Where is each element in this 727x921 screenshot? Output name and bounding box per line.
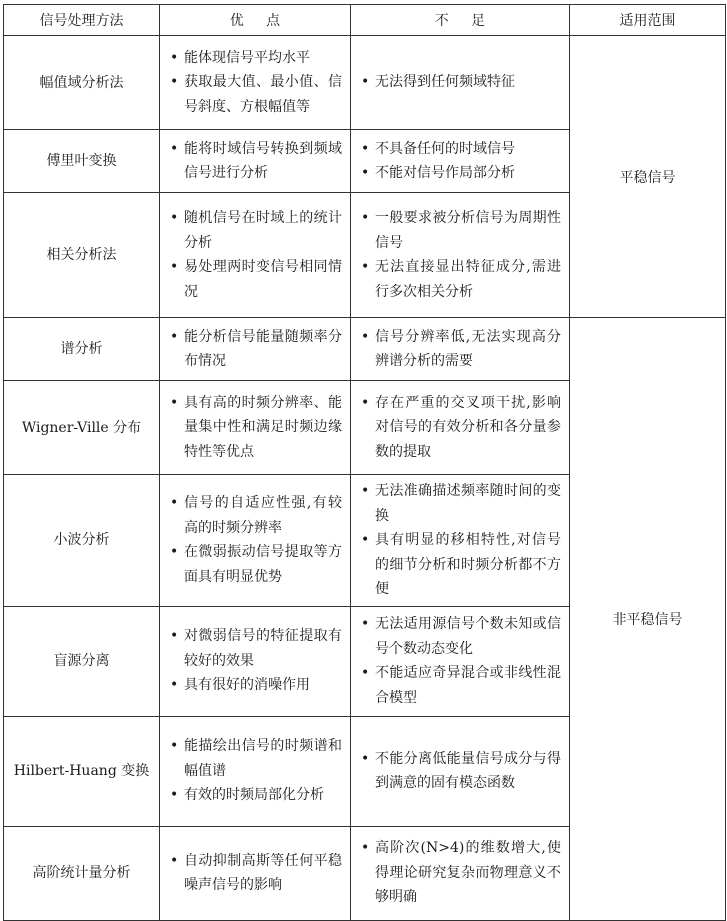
pros-cell bbox=[160, 130, 351, 193]
method-cell: 小波分析 bbox=[4, 475, 160, 607]
cons-item: • 无法直接显出特征成分,需进行多次相关分析 bbox=[361, 255, 561, 304]
pros-item: • 能描绘出信号的时频谱和幅值谱 bbox=[170, 734, 342, 783]
table-row bbox=[4, 318, 726, 381]
header-scope: 适用范围 bbox=[570, 5, 726, 36]
cons-cell bbox=[351, 381, 570, 475]
cons-cell bbox=[351, 130, 570, 193]
comparison-table bbox=[3, 4, 726, 921]
pros-cell bbox=[160, 606, 351, 716]
pros-cell bbox=[160, 318, 351, 381]
header-method: 信号处理方法 bbox=[4, 5, 160, 36]
cons-item: • 无法适用源信号个数未知或信号个数动态变化 bbox=[361, 612, 561, 661]
pros-item: • 能体现信号平均水平 bbox=[170, 46, 342, 71]
cons-item: • 存在严重的交叉项干扰,影响对信号的有效分析和各分量参数的提取 bbox=[361, 391, 561, 465]
cons-item: • 不能适应奇异混合或非线性混合模型 bbox=[361, 661, 561, 710]
cons-cell bbox=[351, 193, 570, 318]
header-pros: 优点 bbox=[160, 5, 351, 36]
pros-item: • 随机信号在时域上的统计分析 bbox=[170, 206, 342, 255]
method-cell: 傅里叶变换 bbox=[4, 130, 160, 193]
pros-cell bbox=[160, 475, 351, 607]
method-cell: 相关分析法 bbox=[4, 193, 160, 318]
cons-item: • 一般要求被分析信号为周期性信号 bbox=[361, 206, 561, 255]
method-cell: 盲源分离 bbox=[4, 606, 160, 716]
method-cell: 高阶统计量分析 bbox=[4, 826, 160, 920]
cons-cell bbox=[351, 475, 570, 607]
cons-cell bbox=[351, 826, 570, 920]
pros-item: • 具有很好的消噪作用 bbox=[170, 673, 342, 698]
pros-cell bbox=[160, 826, 351, 920]
pros-item: • 具有高的时频分辨率、能量集中性和满足时频边缘特性等优点 bbox=[170, 391, 342, 465]
pros-cell bbox=[160, 193, 351, 318]
pros-item: • 对微弱信号的特征提取有较好的效果 bbox=[170, 624, 342, 673]
header-cons: 不足 bbox=[351, 5, 570, 36]
scope-stationary: 平稳信号 bbox=[570, 36, 726, 318]
cons-item: • 无法准确描述频率随时间的变换 bbox=[361, 479, 561, 528]
method-cell: Hilbert-Huang 变换 bbox=[4, 716, 160, 826]
pros-cell bbox=[160, 381, 351, 475]
header-row bbox=[4, 5, 726, 36]
pros-item: • 信号的自适应性强,有较高的时频分辨率 bbox=[170, 491, 342, 540]
cons-item: • 具有明显的移相特性,对信号的细节分析和时频分析都不方便 bbox=[361, 528, 561, 602]
cons-item: • 不具备任何的时域信号 bbox=[361, 137, 561, 162]
pros-cell bbox=[160, 716, 351, 826]
scope-nonstationary: 非平稳信号 bbox=[570, 318, 726, 921]
cons-item: • 信号分辨率低,无法实现高分辨谱分析的需要 bbox=[361, 325, 561, 374]
cons-cell bbox=[351, 606, 570, 716]
pros-cell bbox=[160, 36, 351, 130]
cons-item: • 不能对信号作局部分析 bbox=[361, 161, 561, 186]
pros-item: • 在微弱振动信号提取等方面具有明显优势 bbox=[170, 540, 342, 589]
cons-item: • 高阶次(N>4)的维数增大,使得理论研究复杂而物理意义不够明确 bbox=[361, 836, 561, 910]
cons-item: • 不能分离低能量信号成分与得到满意的固有模态函数 bbox=[361, 747, 561, 796]
pros-item: • 能分析信号能量随频率分布情况 bbox=[170, 325, 342, 374]
pros-item: • 自动抑制高斯等任何平稳噪声信号的影响 bbox=[170, 849, 342, 898]
pros-item: • 能将时域信号转换到频域信号进行分析 bbox=[170, 137, 342, 186]
pros-item: • 易处理两时变信号相同情况 bbox=[170, 255, 342, 304]
table-row bbox=[4, 36, 726, 130]
cons-cell bbox=[351, 318, 570, 381]
method-cell: 谱分析 bbox=[4, 318, 160, 381]
pros-item: • 有效的时频局部化分析 bbox=[170, 783, 342, 808]
cons-cell bbox=[351, 36, 570, 130]
cons-cell bbox=[351, 716, 570, 826]
pros-item: • 获取最大值、最小值、信号斜度、方根幅值等 bbox=[170, 70, 342, 119]
method-cell: 幅值域分析法 bbox=[4, 36, 160, 130]
method-cell: Wigner-Ville 分布 bbox=[4, 381, 160, 475]
cons-item: • 无法得到任何频域特征 bbox=[361, 70, 561, 95]
